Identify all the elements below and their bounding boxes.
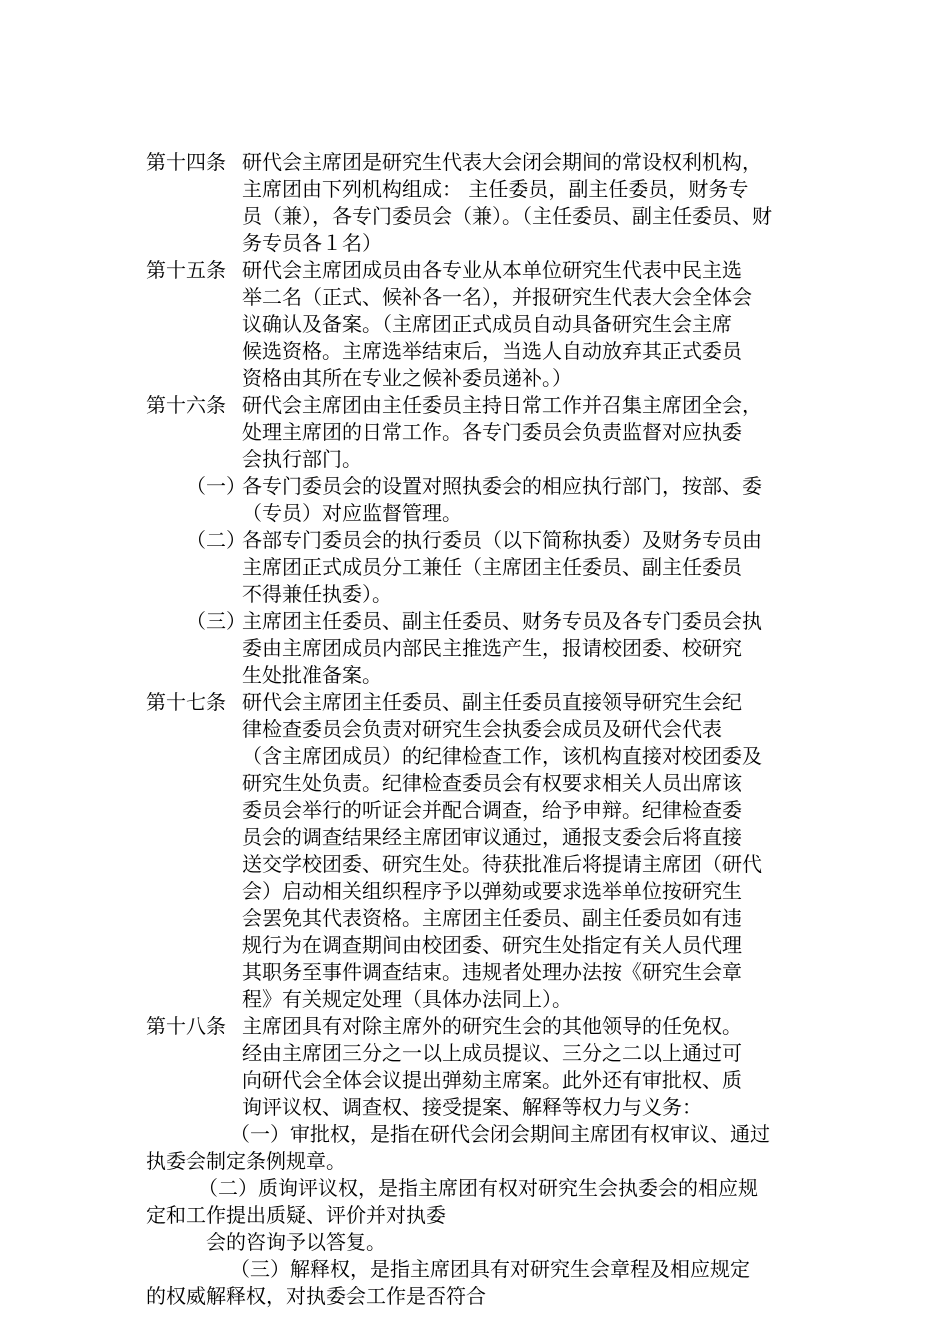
article-18-line-1: 主席团具有对除主席外的研究生会的其他领导的任免权。 (242, 1014, 742, 1038)
article-16-item-3-line-2: 委由主席团成员内部民主推选产生，报请校团委、校研究 (242, 636, 742, 660)
article-18-para-3-line-1: （三）解释权，是指主席团具有对研究生会章程及相应规定 (230, 1257, 750, 1281)
article-16-item-3-line-1: 主席团主任委员、副主任委员、财务专员及各专门委员会执 (242, 609, 762, 633)
article-17-line-8: 会）启动相关组织程序予以弹劾或要求选举单位按研究生 (242, 879, 742, 903)
article-16-item-1-line-1: 各专门委员会的设置对照执委会的相应执行部门，按部、委 (242, 474, 762, 498)
article-15-line-4: 候选资格。主席选举结束后，当选人自动放弃其正式委员 (242, 339, 742, 363)
article-14-label: 第十四条 (146, 150, 226, 174)
article-15-line-5: 资格由其所在专业之候补委员递补。） (242, 366, 572, 390)
article-15-line-2: 举二名（正式、候补各一名），并报研究生代表大会全体会 (242, 285, 752, 309)
article-17-line-12: 程》有关规定处理（具体办法同上）。 (242, 987, 572, 1011)
article-18-para-2-line-3: 会的咨询予以答复。 (206, 1230, 386, 1254)
article-18-label: 第十八条 (146, 1014, 226, 1038)
article-16-item-2-marker: （二） (186, 528, 246, 552)
article-17-line-11: 其职务至事件调查结束。违规者处理办法按《研究生会章 (242, 960, 742, 984)
article-16-label: 第十六条 (146, 393, 226, 417)
article-17-line-1: 研代会主席团主任委员、副主任委员直接领导研究生会纪 (242, 690, 742, 714)
article-15-label: 第十五条 (146, 258, 226, 282)
article-14-line-2: 主席团由下列机构组成： 主任委员，副主任委员，财务专 (242, 177, 749, 201)
article-16-line-1: 研代会主席团由主任委员主持日常工作并召集主席团全会， (242, 393, 762, 417)
article-17-line-9: 会罢免其代表资格。主席团主任委员、副主任委员如有违 (242, 906, 742, 930)
article-18-para-2-line-2: 定和工作提出质疑、评价并对执委 (146, 1203, 446, 1227)
article-14-line-4: 务专员各１名） (242, 231, 382, 255)
article-16-item-3-line-3: 生处批准备案。 (242, 663, 382, 687)
article-17-line-4: 研究生处负责。纪律检查委员会有权要求相关人员出席该 (242, 771, 742, 795)
article-16-item-3-marker: （三） (186, 609, 246, 633)
article-16-line-3: 会执行部门。 (242, 447, 362, 471)
article-17-line-10: 规行为在调查期间由校团委、研究生处指定有关人员代理 (242, 933, 742, 957)
article-18-line-3: 向研代会全体会议提出弹劾主席案。此外还有审批权、质 (242, 1068, 742, 1092)
article-18-line-2: 经由主席团三分之一以上成员提议、三分之二以上通过可 (242, 1041, 742, 1065)
article-15-line-1: 研代会主席团成员由各专业从本单位研究生代表中民主选 (242, 258, 742, 282)
article-14-line-3: 员（兼），各专门委员会（兼）。（主任委员、副主任委员、财 (242, 204, 772, 228)
article-17-line-3: （含主席团成员）的纪律检查工作，该机构直接对校团委及 (242, 744, 762, 768)
article-14-line-1: 研代会主席团是研究生代表大会闭会期间的常设权利机构， (242, 150, 762, 174)
article-17-label: 第十七条 (146, 690, 226, 714)
article-18-para-2-line-1: （二）质询评议权，是指主席团有权对研究生会执委会的相应规 (198, 1176, 758, 1200)
article-18-para-3-line-2: 的权威解释权，对执委会工作是否符合 (146, 1284, 486, 1308)
article-17-line-5: 委员会举行的听证会并配合调查，给予申辩。纪律检查委 (242, 798, 742, 822)
article-16-item-2-line-3: 不得兼任执委）。 (242, 582, 392, 606)
article-16-line-2: 处理主席团的日常工作。各专门委员会负责监督对应执委 (242, 420, 742, 444)
article-17-line-6: 员会的调查结果经主席团审议通过，通报支委会后将直接 (242, 825, 742, 849)
article-18-para-1-line-2: 执委会制定条例规章。 (146, 1149, 346, 1173)
article-17-line-7: 送交学校团委、研究生处。待获批准后将提请主席团（研代 (242, 852, 762, 876)
article-17-line-2: 律检查委员会负责对研究生会执委会成员及研代会代表 (242, 717, 722, 741)
article-16-item-2-line-1: 各部专门委员会的执行委员（以下简称执委）及财务专员由 (242, 528, 762, 552)
article-18-para-1-line-1: （一）审批权，是指在研代会闭会期间主席团有权审议、通过 (230, 1122, 770, 1146)
article-16-item-1-marker: （一） (186, 474, 246, 498)
article-16-item-1-line-2: （专员）对应监督管理。 (242, 501, 462, 525)
article-18-line-4: 询评议权、调查权、接受提案、解释等权力与义务： (242, 1095, 702, 1119)
article-16-item-2-line-2: 主席团正式成员分工兼任（主席团主任委员、副主任委员 (242, 555, 742, 579)
article-15-line-3: 议确认及备案。（主席团正式成员自动具备研究生会主席 (242, 312, 732, 336)
